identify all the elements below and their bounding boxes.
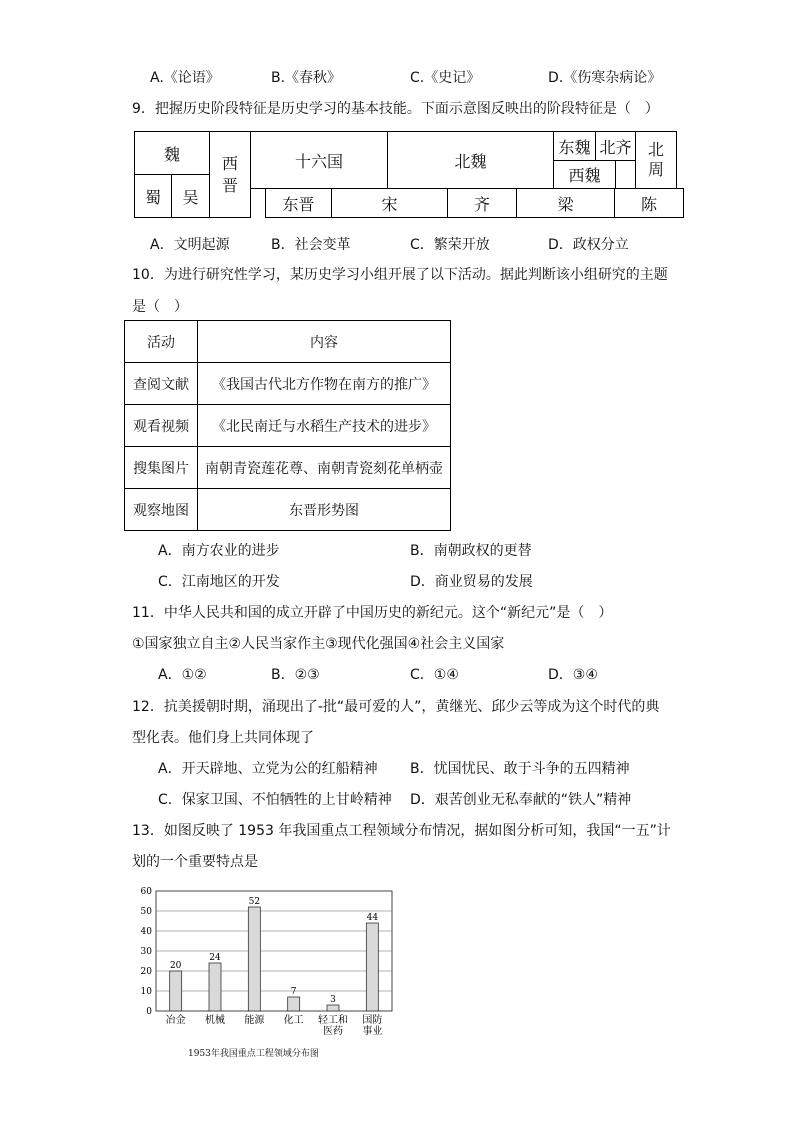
q10-option-a[interactable]: A．南方农业的进步: [158, 543, 280, 559]
activity-table: [124, 320, 451, 531]
table-cell: 《北民南迁与水稻生产技术的进步》: [198, 405, 451, 447]
cell-beizhou: 北 周: [635, 131, 677, 189]
table-cell: 南朝青瓷莲花尊、南朝青瓷刻花单柄壶: [198, 447, 451, 489]
q10-stem-line2: 是（ ）: [132, 299, 188, 315]
table-row: [125, 405, 451, 447]
dynasty-timeline: [134, 131, 684, 218]
q11-stem: 11．中华人民共和国的成立开辟了中国历史的新纪元。这个“新纪元”是（ ）: [132, 605, 613, 621]
y-tick-label: 20: [140, 967, 152, 977]
data-label: 20: [169, 961, 182, 971]
table-row: [125, 447, 451, 489]
bar: [366, 923, 378, 1011]
x-tick-label: 医药: [323, 1026, 343, 1037]
cell-beiwei: 北魏: [387, 131, 554, 189]
chart-title: 1953年我国重点工程领域分布图: [188, 1049, 319, 1059]
q10-option-b[interactable]: B．南朝政权的更替: [410, 543, 532, 559]
data-label: 24: [209, 953, 221, 963]
y-tick-label: 10: [140, 987, 152, 997]
cell-beiqi: 北齐: [595, 131, 636, 161]
q11-option-c[interactable]: C．①④: [410, 667, 459, 683]
q9-stem: 9．把握历史阶段特征是历史学习的基本技能。下面示意图反映出的阶段特征是（ ）: [132, 101, 659, 117]
y-tick-label: 30: [140, 947, 152, 957]
table-cell: 搜集图片: [125, 447, 198, 489]
bar: [209, 963, 221, 1011]
table-cell: 观察地图: [125, 489, 198, 531]
q10-option-c[interactable]: C．江南地区的开发: [158, 574, 280, 590]
q9-option-c[interactable]: C．繁荣开放: [410, 237, 490, 253]
x-tick-label: 化工: [283, 1015, 304, 1026]
q10-stem-line1: 10．为进行研究性学习，某历史学习小组开展了以下活动。据此判断该小组研究的主题: [132, 267, 668, 283]
table-cell: 《我国古代北方作物在南方的推广》: [198, 363, 451, 405]
q12-stem-line2: 型化表。他们身上共同体现了: [132, 730, 314, 746]
q11-option-b[interactable]: B．②③: [271, 667, 320, 683]
x-tick-label: 能源: [244, 1015, 265, 1026]
bar: [170, 971, 182, 1011]
q8-option-a[interactable]: A.《论语》: [150, 70, 220, 86]
q8-option-d[interactable]: D.《伤寒杂病论》: [548, 70, 662, 86]
cell-chen: 陈: [614, 188, 684, 218]
q9-option-d[interactable]: D．政权分立: [548, 237, 629, 253]
data-label: 52: [248, 897, 261, 907]
q8-option-c[interactable]: C.《史记》: [410, 70, 481, 86]
y-tick-label: 60: [140, 887, 152, 897]
q12-option-d[interactable]: D．艰苦创业无私奉献的“铁人”精神: [410, 792, 632, 808]
table-row: [125, 363, 451, 405]
cell-xiwei: 西魏: [553, 160, 616, 189]
table-cell: 观看视频: [125, 405, 198, 447]
y-tick-label: 0: [146, 1007, 152, 1017]
table-cell: 查阅文献: [125, 363, 198, 405]
q11-option-d[interactable]: D．③④: [548, 667, 598, 683]
bar: [248, 907, 260, 1011]
data-label: 3: [330, 995, 336, 1005]
x-tick-label: 轻工和: [318, 1015, 348, 1026]
cell-xijin: 西 晋: [209, 131, 251, 218]
table-header-row: [125, 321, 451, 363]
table-header: 内容: [198, 321, 451, 363]
q13-stem-line2: 划的一个重要特点是: [132, 854, 258, 870]
q11-items: ①国家独立自主②人民当家作主③现代化强国④社会主义国家: [132, 636, 505, 652]
table-row: [125, 489, 451, 531]
bar: [327, 1005, 339, 1011]
q12-option-b[interactable]: B．忧国忧民、敢于斗争的五四精神: [410, 761, 630, 777]
q8-option-b[interactable]: B.《春秋》: [271, 70, 342, 86]
y-tick-label: 50: [140, 907, 152, 917]
q9-option-b[interactable]: B．社会变革: [271, 237, 351, 253]
table-cell: 东晋形势图: [198, 489, 451, 531]
cell-shu: 蜀: [134, 174, 172, 218]
x-tick-label: 冶金: [165, 1015, 186, 1026]
cell-sixteen-kingdoms: 十六国: [250, 131, 388, 189]
q12-option-a[interactable]: A．开天辟地、立党为公的红船精神: [158, 761, 378, 777]
bar: [288, 997, 300, 1011]
cell-dongwei: 东魏: [553, 131, 596, 161]
q11-option-a[interactable]: A．①②: [158, 667, 207, 683]
x-tick-label: 事业: [362, 1026, 383, 1037]
cell-liang: 梁: [516, 188, 615, 218]
x-tick-label: 国防: [362, 1015, 383, 1026]
cell-qi: 齐: [447, 188, 517, 218]
q12-stem-line1: 12．抗美援朝时期，涌现出了-批“最可爱的人”，黄继光、邱少云等成为这个时代的典: [132, 699, 660, 715]
bar-chart: [130, 880, 400, 1045]
data-label: 44: [366, 913, 379, 923]
cell-song: 宋: [331, 188, 448, 218]
q12-option-c[interactable]: C．保家卫国、不怕牺牲的上甘岭精神: [158, 792, 392, 808]
data-label: 7: [290, 987, 297, 997]
q10-option-d[interactable]: D．商业贸易的发展: [410, 574, 533, 590]
x-tick-label: 机械: [205, 1015, 225, 1026]
cell-wei: 魏: [134, 131, 210, 175]
table-header: 活动: [125, 321, 198, 363]
cell-wu: 吴: [171, 174, 210, 218]
q13-stem-line1: 13．如图反映了 1953 年我国重点工程领域分布情况，据如图分析可知，我国“一五”计: [132, 823, 671, 839]
y-tick-label: 40: [140, 927, 152, 937]
cell-dongjin: 东晋: [265, 188, 332, 218]
q9-option-a[interactable]: A．文明起源: [150, 237, 230, 253]
